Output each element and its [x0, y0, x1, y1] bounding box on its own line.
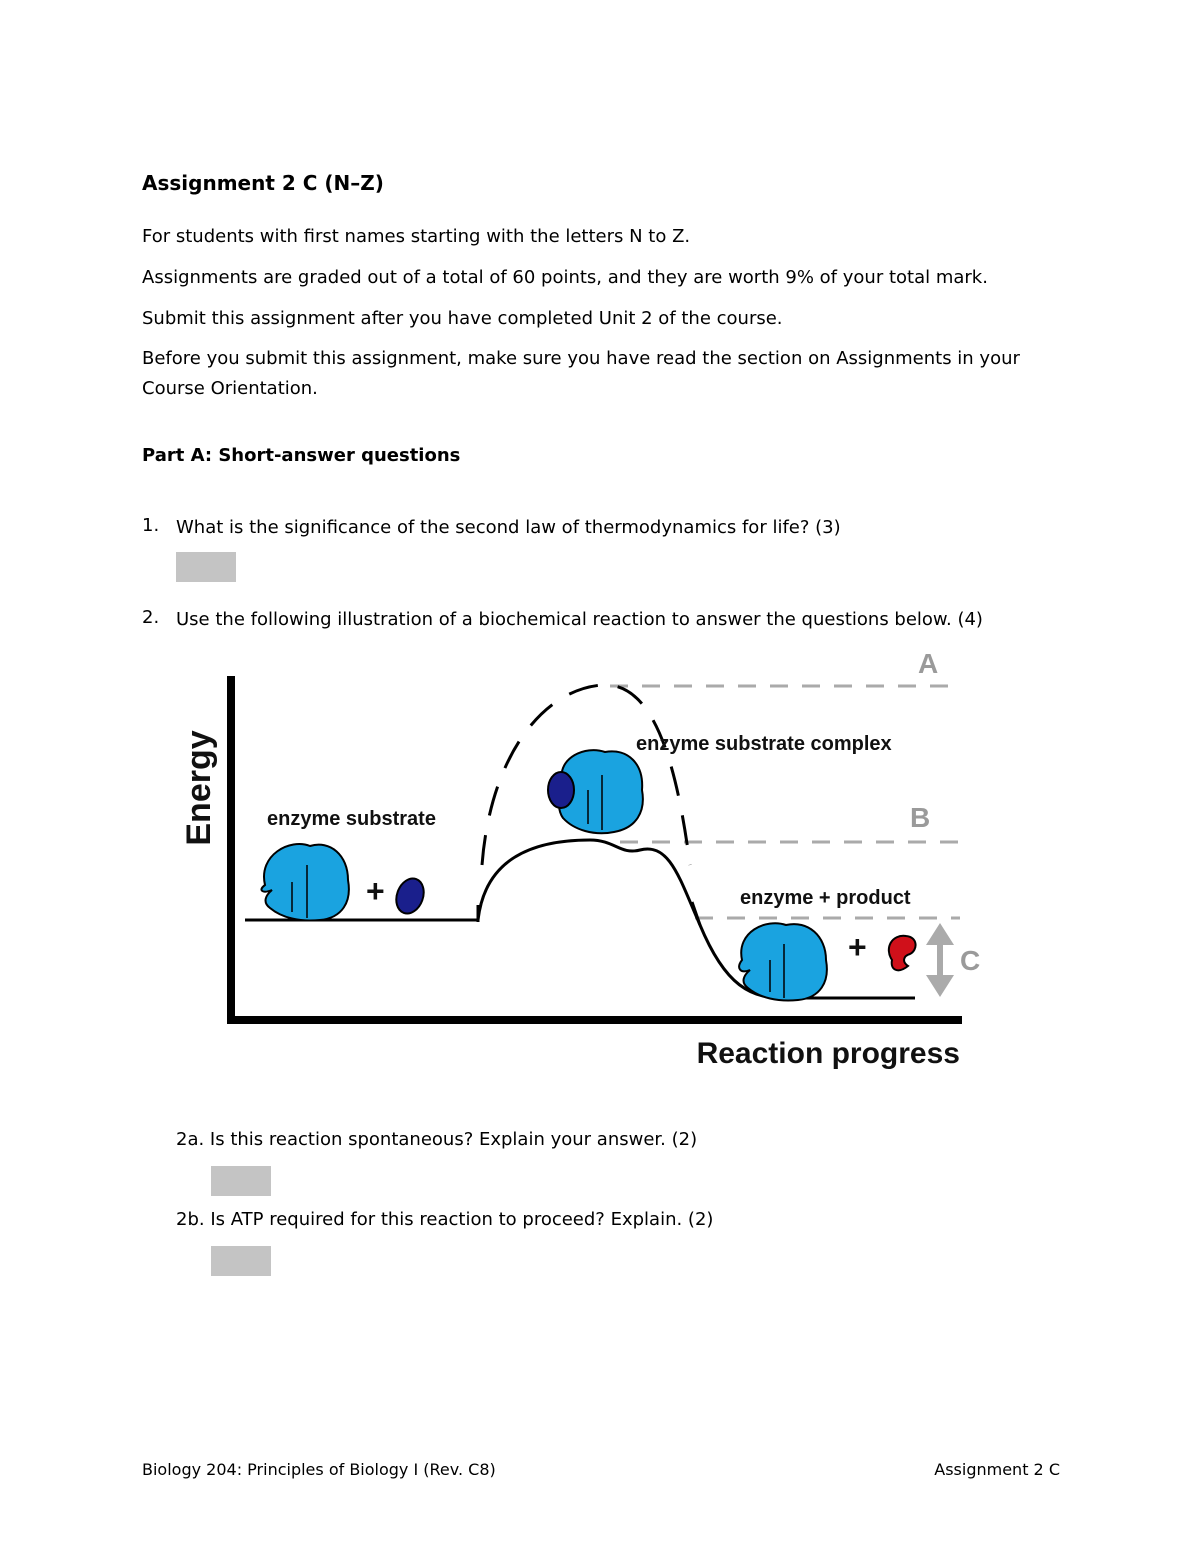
- plus-sign-2: +: [848, 929, 867, 965]
- label-enzyme-product: enzyme + product: [740, 887, 911, 909]
- intro-orientation-line2: Course Orientation.: [142, 378, 318, 399]
- footer-course: Biology 204: Principles of Biology I (Rev. C8): [142, 1460, 496, 1479]
- footer-assignment: Assignment 2 C: [934, 1460, 1060, 1479]
- page-title: Assignment 2 C (N–Z): [142, 171, 384, 195]
- enzyme-icon: [261, 844, 348, 920]
- product-icon: [889, 936, 916, 970]
- y-axis-label: Energy: [180, 730, 218, 846]
- intro-orientation-line1: Before you submit this assignment, make sure you have read the section on Assignments in your: [142, 348, 1020, 369]
- part-a-heading: Part A: Short-answer questions: [142, 445, 461, 466]
- answer-field-1[interactable]: [176, 552, 236, 582]
- substrate-icon: [392, 875, 429, 918]
- question-2b-text: 2b. Is ATP required for this reaction to proceed? Explain. (2): [176, 1209, 714, 1230]
- level-b-label: B: [910, 802, 931, 833]
- question-2a-text: 2a. Is this reaction spontaneous? Explain your answer. (2): [176, 1129, 698, 1150]
- answer-field-2b[interactable]: [211, 1246, 271, 1276]
- level-c-label: C: [960, 945, 981, 976]
- question-2-text: Use the following illustration of a biochemical reaction to answer the questions below. (4): [176, 609, 983, 630]
- intro-audience: For students with first names starting with the letters N to Z.: [142, 226, 691, 247]
- question-2-number: 2.: [142, 607, 160, 628]
- level-a-label: A: [918, 648, 939, 679]
- label-enzyme-substrate-complex: enzyme substrate complex: [636, 733, 892, 755]
- enzyme-substrate-complex-icon: [548, 750, 643, 833]
- energy-diagram: [170, 640, 1000, 1080]
- intro-submission: Submit this assignment after you have completed Unit 2 of the course.: [142, 308, 783, 329]
- intro-grading: Assignments are graded out of a total of 60 points, and they are worth 9% of your total mark.: [142, 267, 988, 288]
- energy-difference-arrow: [926, 923, 954, 997]
- enzyme-after-reaction-icon: [739, 923, 827, 1000]
- question-1-number: 1.: [142, 515, 160, 536]
- plus-sign-1: +: [366, 873, 385, 909]
- label-enzyme-substrate: enzyme substrate: [267, 808, 436, 830]
- answer-field-2a[interactable]: [211, 1166, 271, 1196]
- question-1-text: What is the significance of the second law of thermodynamics for life? (3): [176, 517, 841, 538]
- x-axis-label: Reaction progress: [696, 1037, 960, 1070]
